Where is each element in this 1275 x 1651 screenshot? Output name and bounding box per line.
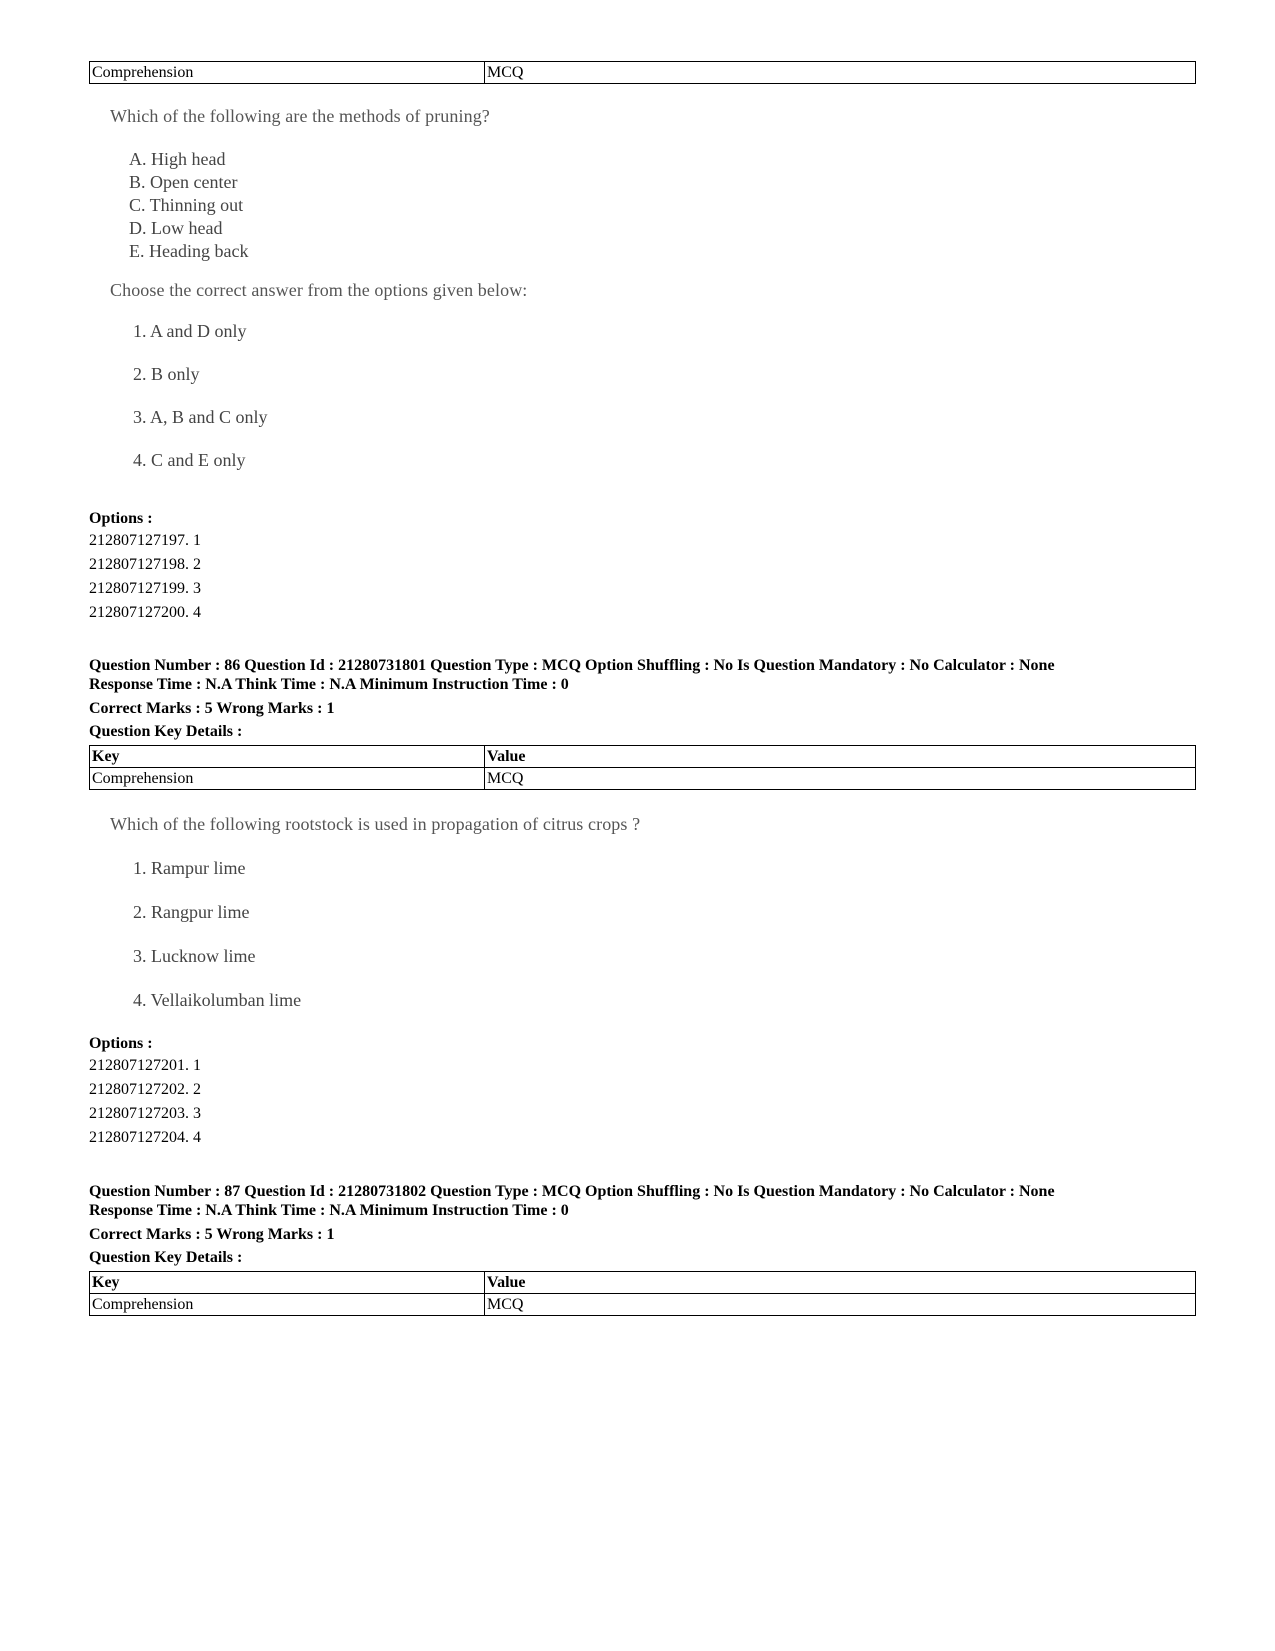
q86-options-list: [89, 1054, 201, 1150]
list-item: 212807127197. 1: [89, 532, 201, 549]
q86-answer-2: 2. Rangpur lime: [133, 902, 250, 922]
list-item: 212807127202. 2: [89, 1081, 201, 1098]
q86-answer-4: 4. Vellaikolumban lime: [133, 990, 302, 1010]
list-item: D. Low head: [129, 218, 223, 238]
top-key-table: [89, 61, 1196, 84]
q87-marks: Correct Marks : 5 Wrong Marks : 1: [89, 1226, 335, 1243]
table-cell-key: Comprehension: [90, 62, 485, 84]
q87-key-details-label: Question Key Details :: [89, 1249, 243, 1266]
list-item: 212807127199. 3: [89, 580, 201, 597]
q86-meta: [89, 656, 1055, 694]
list-item: A. High head: [129, 149, 226, 169]
q87-meta: [89, 1182, 1055, 1220]
q86-marks: Correct Marks : 5 Wrong Marks : 1: [89, 700, 335, 717]
q87-key-table: [89, 1271, 1196, 1316]
table-header-key: Key: [90, 746, 485, 768]
q86-key-table: [89, 745, 1196, 790]
table-row: [90, 1294, 1196, 1316]
list-item: 212807127204. 4: [89, 1129, 201, 1146]
q85-options-label: Options :: [89, 510, 153, 527]
q86-meta-line-1: Question Number : 86 Question Id : 21280731801 Question Type : MCQ Option Shuffling : No Is Question Mandatory : No Calculator : None: [89, 657, 1055, 674]
table-header-row: [90, 1272, 1196, 1294]
q87-meta-line-1: Question Number : 87 Question Id : 21280731802 Question Type : MCQ Option Shuffling : No Is Question Mandatory : No Calculator : None: [89, 1183, 1055, 1200]
table-header-key: Key: [90, 1272, 485, 1294]
q85-answer-2: 2. B only: [133, 364, 200, 384]
q86-answer-3: 3. Lucknow lime: [133, 946, 256, 966]
table-row: [90, 768, 1196, 790]
table-cell-key: Comprehension: [90, 768, 485, 790]
list-item: 212807127203. 3: [89, 1105, 201, 1122]
q86-options-label: Options :: [89, 1035, 153, 1052]
list-item: C. Thinning out: [129, 195, 244, 215]
list-item: E. Heading back: [129, 241, 249, 261]
q85-answer-4: 4. C and E only: [133, 450, 246, 470]
q87-meta-line-2: Response Time : N.A Think Time : N.A Minimum Instruction Time : 0: [89, 1202, 569, 1219]
table-cell-value: MCQ: [485, 1294, 1196, 1316]
q85-question-text: Which of the following are the methods of pruning?: [110, 106, 490, 126]
table-header-value: Value: [485, 746, 1196, 768]
q85-statement-list: [129, 148, 248, 263]
table-header-value: Value: [485, 1272, 1196, 1294]
q86-question-text: Which of the following rootstock is used in propagation of citrus crops ?: [110, 814, 641, 834]
table-row: [90, 62, 1196, 84]
list-item: 212807127201. 1: [89, 1057, 201, 1074]
table-cell-key: Comprehension: [90, 1294, 485, 1316]
table-header-row: [90, 746, 1196, 768]
q86-meta-line-2: Response Time : N.A Think Time : N.A Minimum Instruction Time : 0: [89, 676, 569, 693]
table-cell-value: MCQ: [485, 768, 1196, 790]
list-item: 212807127200. 4: [89, 604, 201, 621]
list-item: 212807127198. 2: [89, 556, 201, 573]
table-cell-value: MCQ: [485, 62, 1196, 84]
list-item: B. Open center: [129, 172, 238, 192]
q85-answer-3: 3. A, B and C only: [133, 407, 268, 427]
q86-answer-1: 1. Rampur lime: [133, 858, 246, 878]
q85-options-list: [89, 529, 201, 625]
q85-answer-1: 1. A and D only: [133, 321, 247, 341]
q85-instruction: Choose the correct answer from the options given below:: [110, 280, 528, 300]
q86-key-details-label: Question Key Details :: [89, 723, 243, 740]
